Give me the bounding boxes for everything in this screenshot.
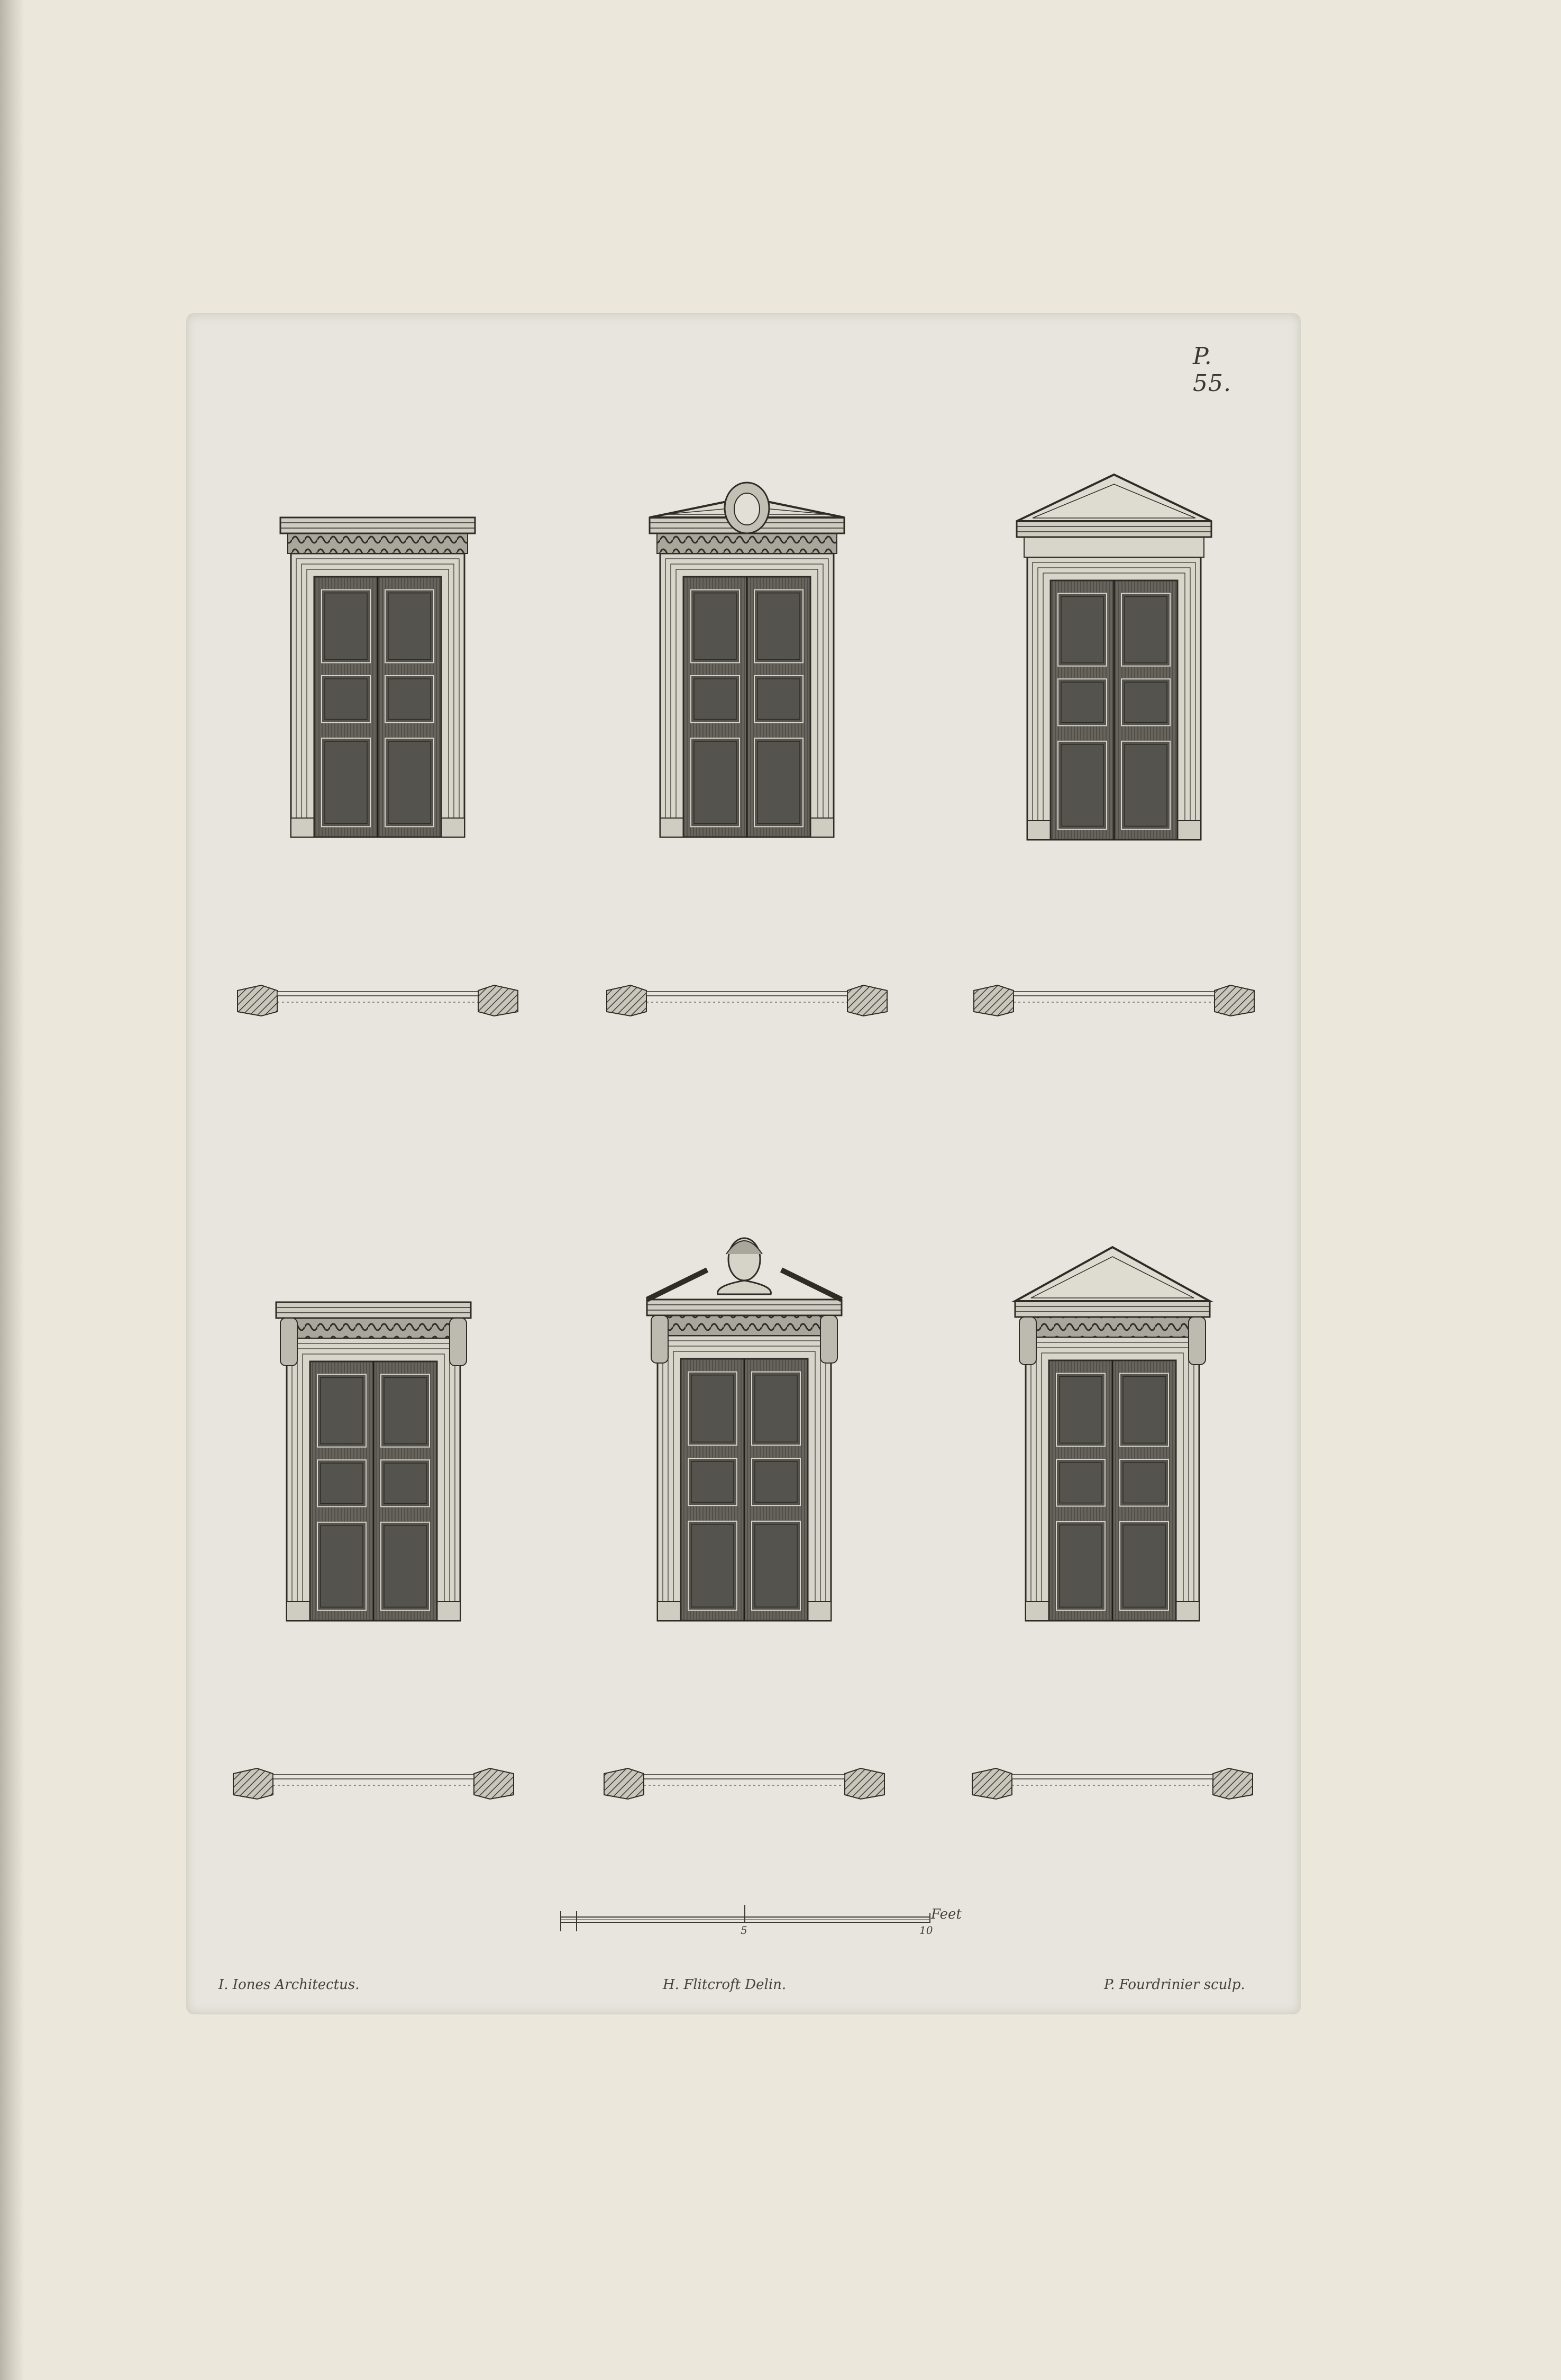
door-plan-1 [238,985,518,1016]
plinth-block [660,818,683,837]
door-sill [646,992,847,996]
wall-section-right [845,1768,884,1799]
wall-section-left [974,985,1014,1016]
door-panel [1056,1374,1105,1447]
frieze [288,533,468,553]
door-panel [1121,741,1170,830]
wall-section-left [233,1768,273,1799]
plinth-block [1176,1602,1199,1621]
cornice [647,1300,842,1315]
door-panel [1058,679,1107,725]
door-panel [691,738,740,826]
door-panel [754,738,803,826]
frieze [1023,1317,1202,1337]
door-sill [1014,992,1215,996]
scale-tick-10: 10 [919,1924,933,1937]
door-panel [381,1375,430,1447]
doorway-2 [650,483,844,837]
wall-section-right [478,985,518,1016]
doorway-1 [280,517,475,837]
frieze [284,1318,463,1338]
door-panel [1120,1374,1169,1447]
door-plan-4 [233,1768,514,1799]
wall-section-right [474,1768,514,1799]
door-panel [752,1372,800,1446]
pediment [1017,475,1211,521]
doorway-3 [1017,475,1211,840]
plinth-block [437,1602,460,1621]
cornice [1017,521,1211,537]
door-panel [317,1522,366,1611]
console-bracket [1019,1317,1036,1365]
console-bracket [450,1318,467,1366]
scale-unit-label: Feet [931,1906,962,1922]
door-panel [1056,1522,1105,1610]
door-panel [385,738,434,826]
cornice [276,1302,471,1318]
wall-section-left [238,985,277,1016]
frieze [654,1315,834,1336]
door-panel [752,1458,800,1505]
pediment [1015,1247,1210,1301]
console-bracket [651,1315,668,1363]
engraver-credit: P. Fourdrinier sculp. [1104,1977,1245,1993]
frieze [1024,537,1204,557]
doorway-4 [276,1302,471,1621]
door-panel [317,1460,366,1506]
wall-section-right [1215,985,1254,1016]
door-panel [1120,1522,1169,1610]
plinth-block [291,818,314,837]
plinth-block [810,818,834,837]
door-sill [273,1775,474,1779]
wall-section-right [1213,1768,1253,1799]
wall-section-left [972,1768,1012,1799]
pediment-rake [647,1270,707,1300]
door-panel [688,1521,737,1610]
door-panel [385,590,434,663]
plinth-block [808,1602,831,1621]
cornice [280,517,475,533]
wall-section-left [604,1768,644,1799]
console-bracket [280,1318,297,1366]
door-panel [688,1372,737,1446]
bust-sculpture [718,1280,771,1294]
architect-credit: I. Iones Architectus. [218,1977,360,1993]
door-plan-6 [972,1768,1253,1799]
door-panel [317,1375,366,1447]
doorway-6 [1015,1247,1210,1621]
door-panel [381,1522,430,1611]
plate-number: P. 55. [1193,343,1231,397]
doorway-5 [647,1238,842,1621]
door-panel [1058,741,1107,830]
pediment-rake [781,1270,842,1300]
delineator-credit: H. Flitcroft Delin. [663,1977,787,1993]
door-panel [754,676,803,723]
door-sill [644,1775,845,1779]
door-panel [691,676,740,723]
door-panel [688,1458,737,1505]
wall-section-left [607,985,646,1016]
door-sill [277,992,478,996]
console-bracket [1189,1317,1206,1365]
door-panel [1120,1459,1169,1506]
door-sill [1012,1775,1213,1779]
wall-section-right [847,985,887,1016]
door-panel [1058,594,1107,666]
door-panel [1121,679,1170,725]
frieze [657,533,837,553]
plinth-block [1177,821,1201,840]
door-panel [381,1460,430,1506]
door-panel [1121,594,1170,666]
door-panel [754,590,803,663]
door-panel [322,738,370,826]
door-plan-2 [607,985,887,1016]
door-plan-5 [604,1768,884,1799]
door-panel [322,590,370,663]
scale-tick-5: 5 [741,1924,747,1937]
door-panel [1056,1459,1105,1506]
cornice [1015,1301,1210,1317]
door-panel [385,676,434,723]
console-bracket [820,1315,837,1363]
plinth-block [441,818,464,837]
door-panel [752,1521,800,1610]
door-plan-3 [974,985,1254,1016]
plinth-block [287,1602,310,1621]
plinth-block [1027,821,1051,840]
plinth-block [658,1602,681,1621]
door-panel [691,590,740,663]
door-panel [322,676,370,723]
plinth-block [1026,1602,1049,1621]
